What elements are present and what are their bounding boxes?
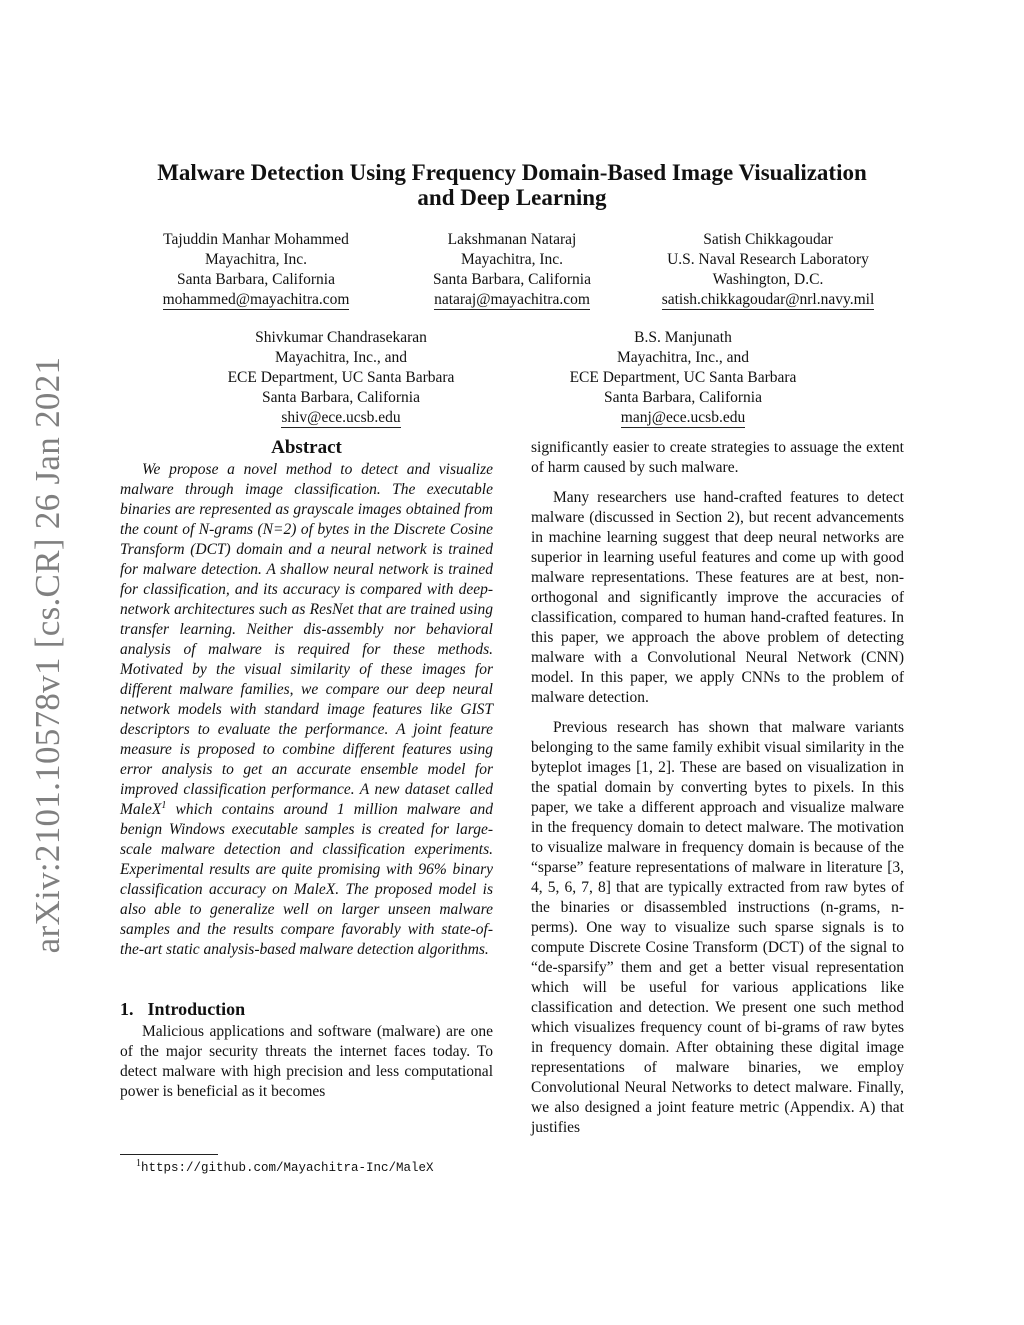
footnote-url[interactable]: https://github.com/Mayachitra-Inc/MaleX	[141, 1161, 434, 1176]
author-affiliation: Mayachitra, Inc., and	[616, 349, 750, 366]
right-column	[531, 438, 904, 1138]
title-line-1: Malware Detection Using Frequency Domain-Based Image Visualization	[157, 160, 867, 185]
arxiv-identifier: arXiv:2101.10578v1 [cs.CR] 26 Jan 2021	[28, 356, 67, 954]
intro-paragraph-1: Malicious applications and software (malware) are one of the major security threats the internet faces today. To detect malware with high precision and less computational power is beneficial as it becomes	[120, 1023, 493, 1100]
author-name: Shivkumar Chandrasekaran	[255, 329, 427, 346]
author-affiliation: Mayachitra, Inc., and	[274, 349, 408, 366]
author-location: Santa Barbara, California	[604, 389, 762, 406]
footnote-marker: 1	[161, 799, 167, 811]
author-block-2	[392, 230, 632, 310]
author-department: ECE Department, UC Santa Barbara	[227, 369, 455, 386]
abstract-text-part-2: which contains around 1 million malware and benign Windows executable samples is created for large-scale malware detection and classification experiments. Experimental results are quite promising with 96% binary classification accuracy on MaleX. The proposed model is also able to generalize well on larger unseen malware samples and the results compare favorably with state-of-the-art static analysis-based malware detection algorithms.	[120, 801, 493, 958]
paragraph-3: Previous research has shown that malware variants belonging to the same family exhibit visual similarity in the byteplot images [1, 2]. These are based on visualization in the spatial domain by converting bytes to pixels. In this paper, we take a different approach and visualize malware in the frequency domain to detect malware. The motivation to visualize malware in frequency domain is because of the “sparse” feature representations of malware in literature [3, 4, 5, 6, 7, 8] that are typically extracted from raw bytes of the binaries or disassembled instructions (n-grams, n-perms). One way to visualize such sparse signals is to compute Discrete Cosine Transform (DCT) of the signal to “de-sparsify” them and get a better visual representation which will be useful for various applications like classification and detection. We present one such method which visualizes frequency count of bi-grams of raw bytes in frequency domain. After obtaining these digital image representations of malware binaries, we employ Convolutional Neural Networks to detect malware. Finally, we also designed a joint feature metric (Appendix. A) that justifies	[531, 719, 904, 1136]
author-name: Satish Chikkagoudar	[703, 231, 833, 248]
footnote-number: 1	[136, 1158, 141, 1169]
paragraph-2: Many researchers use hand-crafted features to detect malware (discussed in Section 2), but recent advancements in machine learning suggest that deep neural networks are superior in learning useful features and come up with good malware representations. These features are at best, non-orthogonal and significantly improve the accuracies of classification, compared to human hand-crafted features. In this paper, we approach the above problem of detecting malware with a Convolutional Neural Network (CNN) model. In this paper, we apply CNNs to the problem of malware detection.	[531, 489, 904, 706]
author-affiliation: Mayachitra, Inc.	[461, 251, 563, 268]
author-block-4	[190, 328, 492, 428]
author-location: Santa Barbara, California	[177, 271, 335, 288]
title-line-2: and Deep Learning	[417, 185, 607, 210]
abstract-heading: Abstract	[271, 437, 342, 458]
author-name: B.S. Manjunath	[634, 329, 732, 346]
author-email[interactable]: mohammed@mayachitra.com	[162, 291, 350, 308]
paper-title	[100, 160, 924, 210]
author-email[interactable]: manj@ece.ucsb.edu	[620, 409, 746, 426]
author-block-1	[120, 230, 392, 310]
author-email[interactable]: shiv@ece.ucsb.edu	[281, 409, 401, 426]
footnote-divider	[120, 1154, 218, 1155]
author-name: Tajuddin Manhar Mohammed	[163, 231, 349, 248]
section-heading-introduction	[120, 998, 493, 1020]
left-column	[120, 436, 493, 1102]
abstract-text-part-1: We propose a novel method to detect and visualize malware through image classification. The executable binaries are represented as grayscale images obtained from the count of N-grams (N=2) of bytes in the Discrete Cosine Transform (DCT) domain and a neural network is trained for malware detection. A shallow neural network is trained for classification, and its accuracy is compared with deep-network architectures such as ResNet that are trained using transfer learning. Neither dis-assembly nor behavioral analysis of malware is required for these methods. Motivated by the visual similarity of these images for different malware families, we compare our deep neural network models with standard image features like GIST descriptors to evaluate the performance. A joint feature measure is proposed to combine different features using error analysis to get an accurate ensemble model for improved classification performance. A new dataset called MaleX	[120, 461, 493, 818]
author-location: Washington, D.C.	[712, 271, 824, 288]
author-block-5	[532, 328, 834, 428]
author-location: Santa Barbara, California	[262, 389, 420, 406]
abstract-text	[120, 460, 493, 960]
author-affiliation: U.S. Naval Research Laboratory	[667, 251, 869, 268]
section-title: Introduction	[147, 999, 246, 1019]
section-number: 1.	[120, 999, 134, 1019]
paragraph-continued: significantly easier to create strategies to assuage the extent of harm caused by such malware.	[531, 439, 904, 476]
author-block-3	[632, 230, 904, 310]
author-email[interactable]: satish.chikkagoudar@nrl.navy.mil	[661, 291, 875, 308]
author-email[interactable]: nataraj@mayachitra.com	[434, 291, 590, 308]
author-affiliation: Mayachitra, Inc.	[205, 251, 307, 268]
footnote	[136, 1158, 434, 1175]
author-department: ECE Department, UC Santa Barbara	[569, 369, 797, 386]
author-location: Santa Barbara, California	[433, 271, 591, 288]
author-name: Lakshmanan Nataraj	[447, 231, 577, 248]
